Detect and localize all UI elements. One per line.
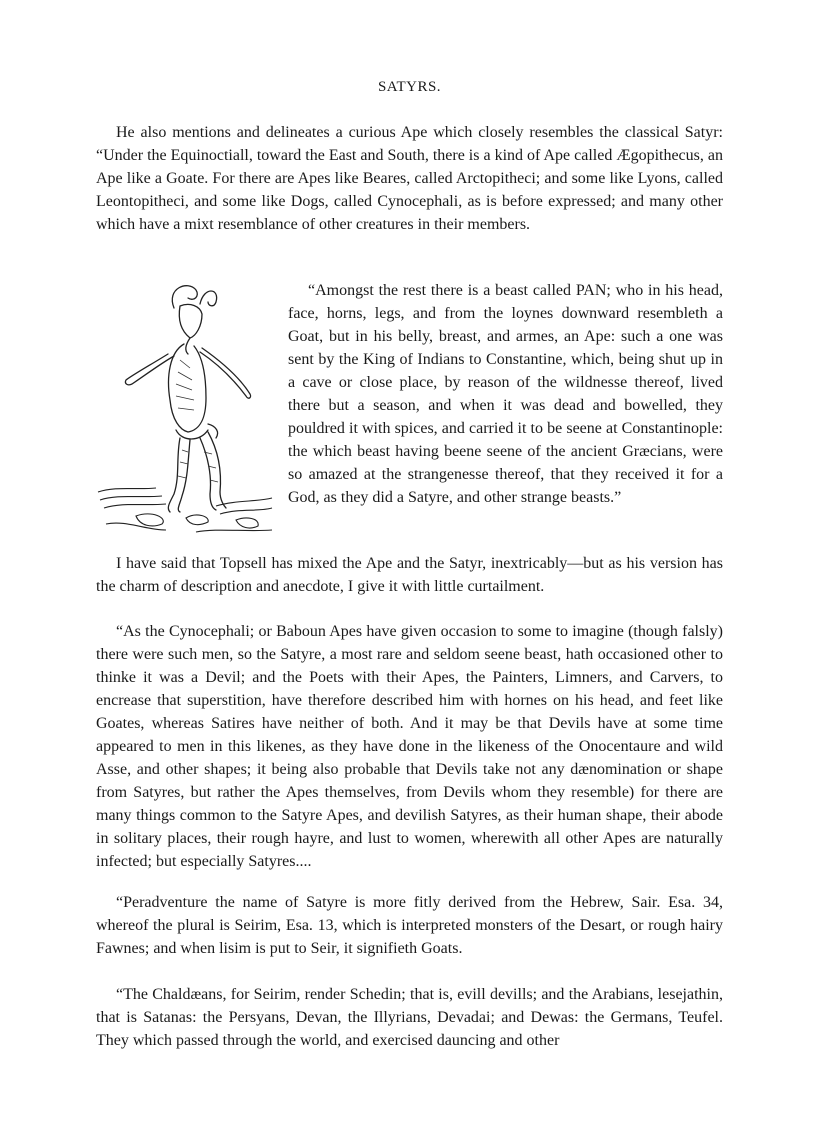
paragraph-ape-description: He also mentions and delineates a curious Ape which closely resembles the classical Satyr: “Under the Equinoctiall, toward the East and South, there is a kind of Ape called Ægopithecus, an Ape like a Goate. For there are Apes like Beares, called Arctopitheci; and some like Lyons, called Leontopitheci, and some like Dogs, called Cynocephali, as is before expressed; and many other which have a mixt resemblance of other creatures in their members. xyxy=(96,124,723,233)
paragraph-chaldaeans: “The Chaldæans, for Seirim, render Schedin; that is, evill devills; and the Arabians, lesejathin, that is Satanas: the Persyans, Devan, the Illyrians, Devadai; and Dewas: the Germans, Teufel. They which passed through the world, and exercised dauncing and other xyxy=(96,986,723,1049)
book-page xyxy=(96,0,723,1123)
page-title: SATYRS. xyxy=(377,79,442,95)
paragraph-cynocephali: “As the Cynocephali; or Baboun Apes have given occasion to some to imagine (though falsly) there were such men, so the Satyre, a most rare and seldom seene beast, hath occasioned other to thinke it was a Devil; and the Poets with their Apes, the Painters, Limners, and Carvers, to encrease that superstition, have therefore described him with hornes on his head, and feet like Goates, whereas Satires have neither of both. And it may be that Devils have at some time appeared to men in this likenes, as they have done in the likeness of the Onocentaure and wild Asse, and other shapes; it being also probable that Devils take not any dænomination or shape from Satyres, but rather the Apes themselves, from Devils whom they resemble) for there are many things common to the Satyre Apes, and devilish Satyres, as their human shape, their abode in solitary places, their rough hayre, and lust to women, wherewith all other Apes are naturally infected; but especially Satyres.... xyxy=(96,623,723,870)
paragraph-topsell-note: I have said that Topsell has mixed the Ape and the Satyr, inextricably—but as his version has the charm of description and anecdote, I give it with little curtailment. xyxy=(96,555,723,595)
paragraph-pan-beast: “Amongst the rest there is a beast called PAN; who in his head, face, horns, legs, and from the loynes downward resembleth a Goat, but in his belly, breast, and armes, an Ape: such a one was sent by the King of Indians to Constantine, which, being shut up in a cave or close place, by reason of the wildnesse thereof, lived there but a season, and when it was dead and bowelled, they pouldred it with spices, and carried it to be seene at Constantinople: the which beast having beene seene of the ancient Græcians, were so amazed at the strangenesse thereof, that they received it for a God, as they did a Satyre, and other strange beasts.” xyxy=(288,282,723,506)
satyr-woodcut-icon xyxy=(96,280,274,538)
paragraph-hebrew-derivation: “Peradventure the name of Satyre is more fitly derived from the Hebrew, Sair. Esa. 34, whereof the plural is Seirim, Esa. 13, which is interpreted monsters of the Desart, or rough hairy Fawnes; and when lisim is put to Seir, it signifieth Goats. xyxy=(96,894,723,957)
satyr-figure xyxy=(96,280,274,538)
